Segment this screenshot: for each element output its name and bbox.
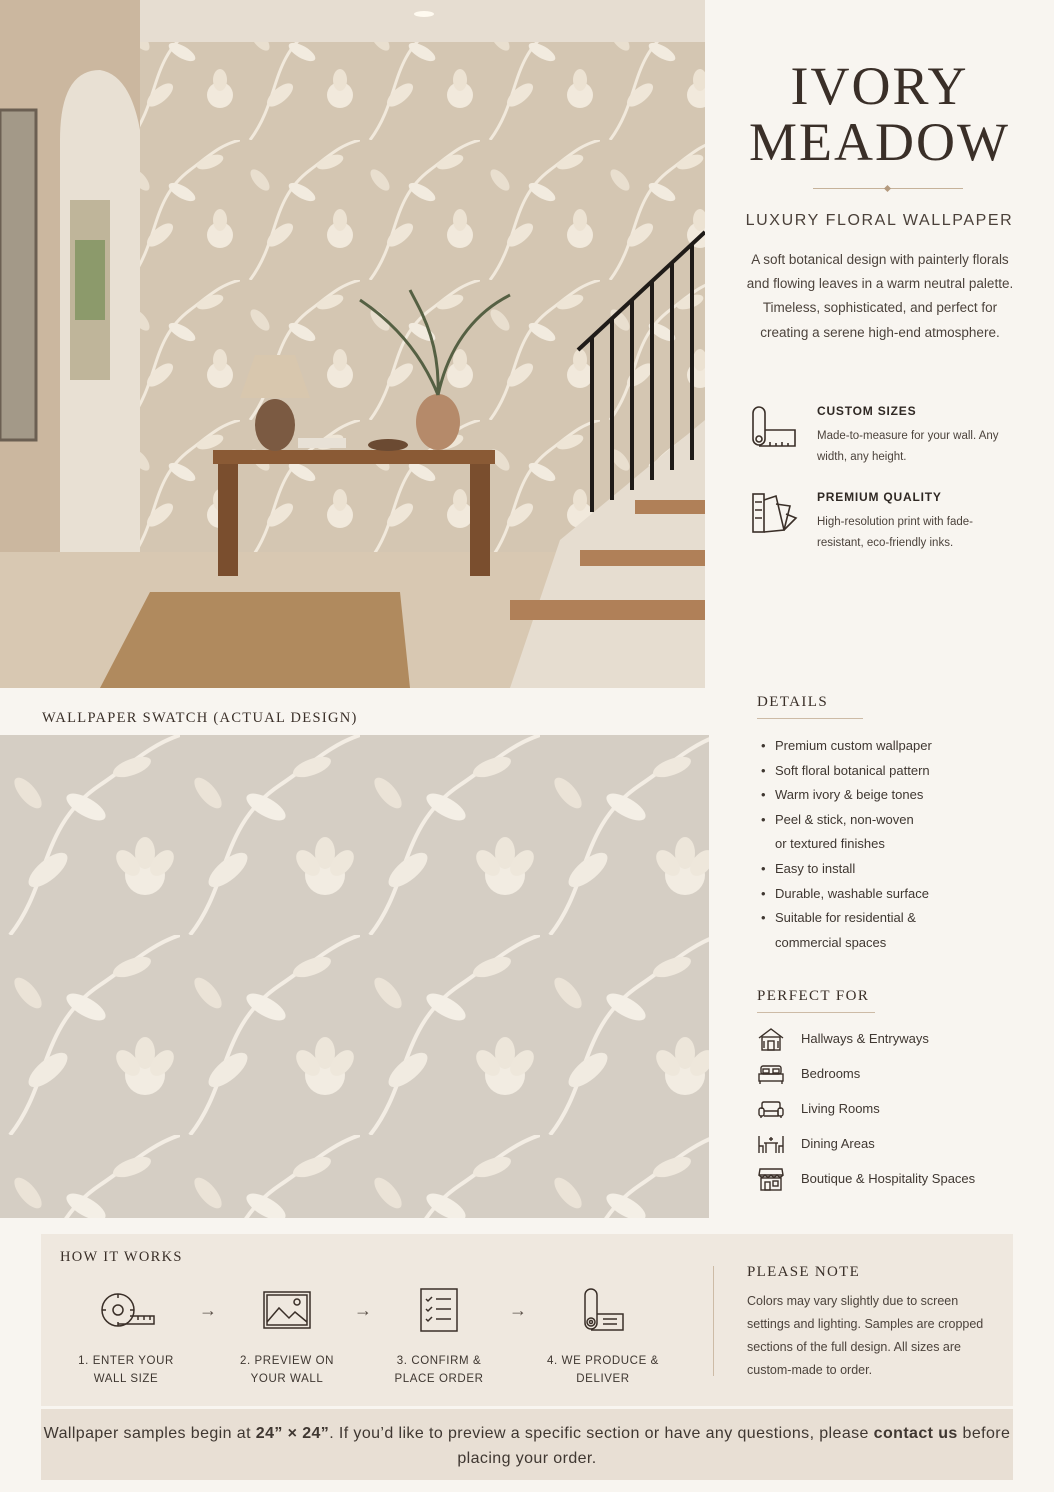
product-subtitle: LUXURY FLORAL WALLPAPER bbox=[745, 212, 1014, 229]
perfect-for-item-boutique bbox=[757, 1166, 1047, 1194]
wallpaper-swatch bbox=[0, 735, 709, 1218]
title-divider-ornament bbox=[884, 185, 891, 192]
perfect-for-item-hallways bbox=[757, 1026, 1047, 1054]
feature-heading: PREMIUM QUALITY bbox=[817, 490, 942, 504]
perfect-for-label: Hallways & Entryways bbox=[801, 1031, 929, 1046]
wallpaper-roll-icon bbox=[750, 404, 800, 450]
list-item: • Soft floral botanical pattern bbox=[761, 759, 1031, 784]
storefront-icon bbox=[757, 1166, 785, 1192]
contact-us-link[interactable]: contact us bbox=[873, 1425, 958, 1442]
swatch-fan-icon bbox=[750, 490, 800, 536]
house-icon bbox=[757, 1026, 785, 1052]
list-item: • Durable, washable surface bbox=[761, 882, 1031, 907]
product-info-column bbox=[705, 0, 1054, 1230]
feature-text: Made-to-measure for your wall. Any width, any height. bbox=[817, 430, 999, 463]
tape-measure-icon bbox=[96, 1286, 156, 1334]
step-enter-wall-size bbox=[56, 1286, 196, 1396]
step-produce-deliver bbox=[533, 1286, 673, 1396]
step-confirm-order bbox=[369, 1286, 509, 1396]
perfect-for-heading: PERFECT FOR bbox=[757, 988, 870, 1004]
perfect-for-item-bedrooms bbox=[757, 1061, 1047, 1089]
perfect-for-label: Bedrooms bbox=[801, 1066, 861, 1081]
dining-table-icon bbox=[757, 1131, 785, 1157]
please-note-text: Colors may vary slightly due to screen settings and lighting. Samples are cropped sections of the full design. All sizes are custom-made to order. bbox=[747, 1294, 984, 1377]
perfect-for-label: Boutique & Hospitality Spaces bbox=[801, 1171, 976, 1186]
perfect-for-item-dining bbox=[757, 1131, 1047, 1159]
list-item: • Easy to install bbox=[761, 857, 1031, 882]
details-list bbox=[761, 734, 1031, 955]
step-label: 2. PREVIEW ON YOUR WALL bbox=[239, 1355, 335, 1385]
please-note-heading: PLEASE NOTE bbox=[747, 1264, 861, 1280]
product-title-line2: MEADOW bbox=[749, 112, 1010, 172]
product-description: A soft botanical design with painterly florals and flowing leaves in a warm neutral palette. Timeless, sophisticated, and perfect for creating a serene high-end atmosphere. bbox=[746, 252, 1014, 340]
how-it-works-heading: HOW IT WORKS bbox=[60, 1249, 183, 1265]
list-item-continuation: or textured finishes bbox=[775, 836, 885, 852]
step-arrow: → bbox=[509, 1300, 527, 1320]
how-it-works-panel bbox=[41, 1234, 1013, 1406]
footer-notice: Wallpaper samples begin at 24” × 24”. If you’d like to preview a specific section or have any questions, please contact us before placing your order. bbox=[41, 1409, 1013, 1480]
feature-premium-quality bbox=[750, 490, 1050, 560]
list-item: • Suitable for residential & bbox=[761, 906, 1031, 931]
room-photo bbox=[0, 0, 705, 688]
panel-divider bbox=[713, 1266, 714, 1376]
step-arrow: → bbox=[199, 1300, 217, 1320]
image-preview-icon bbox=[257, 1286, 317, 1334]
perfect-for-item-living-rooms bbox=[757, 1096, 1047, 1124]
perfect-for-divider bbox=[757, 1012, 875, 1013]
roll-icon bbox=[573, 1286, 633, 1334]
step-arrow: → bbox=[354, 1300, 372, 1320]
checklist-icon bbox=[409, 1286, 469, 1334]
sofa-icon bbox=[757, 1096, 785, 1122]
sample-size: 24” × 24” bbox=[255, 1425, 330, 1442]
perfect-for-label: Living Rooms bbox=[801, 1101, 880, 1116]
list-item: • Premium custom wallpaper bbox=[761, 734, 1031, 759]
feature-heading: CUSTOM SIZES bbox=[817, 404, 917, 418]
step-label: 4. WE PRODUCE & DELIVER bbox=[547, 1355, 659, 1385]
details-heading: DETAILS bbox=[757, 694, 829, 710]
perfect-for-label: Dining Areas bbox=[801, 1136, 875, 1151]
step-label: 1. ENTER YOUR WALL SIZE bbox=[78, 1355, 174, 1385]
step-preview-on-wall bbox=[217, 1286, 357, 1396]
product-title-line1: IVORY bbox=[790, 56, 969, 116]
bed-icon bbox=[757, 1061, 785, 1087]
feature-custom-sizes bbox=[750, 404, 1050, 474]
list-item: • Warm ivory & beige tones bbox=[761, 783, 1031, 808]
feature-text: High-resolution print with fade-resistant, eco-friendly inks. bbox=[817, 516, 973, 549]
swatch-label: WALLPAPER SWATCH (ACTUAL DESIGN) bbox=[42, 710, 358, 726]
details-divider bbox=[757, 718, 863, 719]
list-item: • Peel & stick, non-woven bbox=[761, 808, 1031, 833]
list-item-continuation: commercial spaces bbox=[775, 934, 887, 950]
step-label: 3. CONFIRM & PLACE ORDER bbox=[394, 1355, 484, 1385]
